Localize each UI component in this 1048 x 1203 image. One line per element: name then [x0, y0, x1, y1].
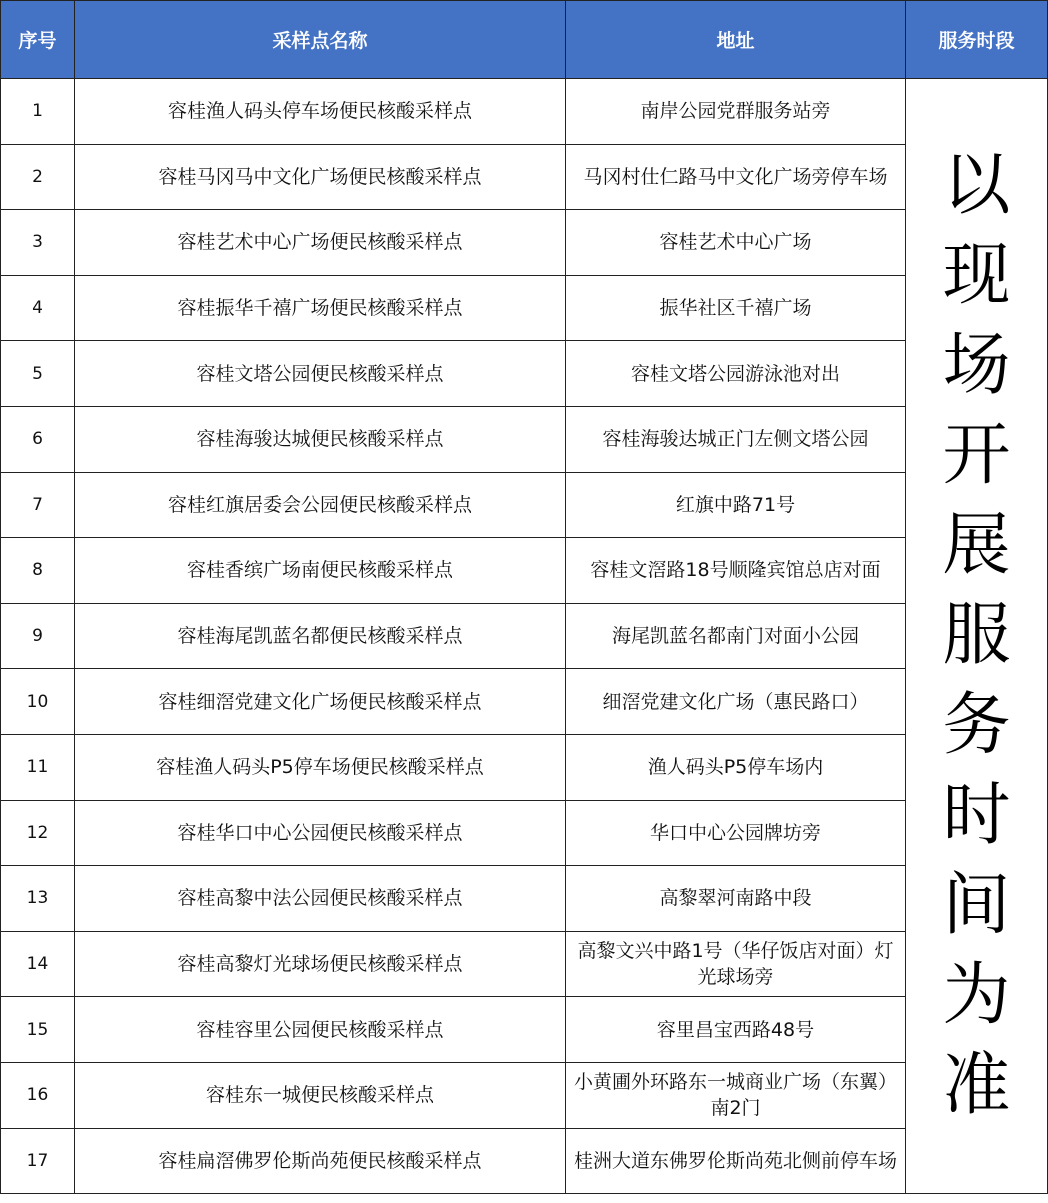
- table-row: [1, 210, 1048, 276]
- sampling-point-name: 容桂渔人码头停车场便民核酸采样点: [75, 79, 566, 145]
- sampling-point-address: 高黎翠河南路中段: [566, 866, 906, 932]
- table-row: [1, 79, 1048, 145]
- header-index: 序号: [1, 1, 75, 79]
- sampling-point-address: 细滘党建文化广场（惠民路口）: [566, 669, 906, 735]
- sampling-point-address: 渔人码头P5停车场内: [566, 734, 906, 800]
- row-index: 7: [1, 472, 75, 538]
- sampling-point-name: 容桂振华千禧广场便民核酸采样点: [75, 275, 566, 341]
- header-service-time: 服务时段: [906, 1, 1048, 79]
- row-index: 15: [1, 997, 75, 1063]
- table-row: [1, 144, 1048, 210]
- sampling-point-address: 容桂文滘路18号顺隆宾馆总店对面: [566, 538, 906, 604]
- row-index: 5: [1, 341, 75, 407]
- row-index: 6: [1, 406, 75, 472]
- sampling-point-name: 容桂艺术中心广场便民核酸采样点: [75, 210, 566, 276]
- sampling-point-name: 容桂文塔公园便民核酸采样点: [75, 341, 566, 407]
- row-index: 9: [1, 603, 75, 669]
- table-row: [1, 538, 1048, 604]
- sampling-point-name: 容桂海尾凯蓝名都便民核酸采样点: [75, 603, 566, 669]
- sampling-point-address: 马冈村仕仁路马中文化广场旁停车场: [566, 144, 906, 210]
- header-address: 地址: [566, 1, 906, 79]
- sampling-point-name: 容桂细滘党建文化广场便民核酸采样点: [75, 669, 566, 735]
- table-row: [1, 997, 1048, 1063]
- sampling-point-name: 容桂高黎中法公园便民核酸采样点: [75, 866, 566, 932]
- row-index: 8: [1, 538, 75, 604]
- sampling-point-address: 容里昌宝西路48号: [566, 997, 906, 1063]
- row-index: 12: [1, 800, 75, 866]
- table-row: [1, 1062, 1048, 1128]
- table-row: [1, 341, 1048, 407]
- table-row: [1, 472, 1048, 538]
- table-row: [1, 931, 1048, 997]
- table-row: [1, 734, 1048, 800]
- header-row: [1, 1, 1048, 79]
- sampling-point-address: 振华社区千禧广场: [566, 275, 906, 341]
- row-index: 13: [1, 866, 75, 932]
- header-name: 采样点名称: [75, 1, 566, 79]
- row-index: 17: [1, 1128, 75, 1194]
- row-index: 4: [1, 275, 75, 341]
- sampling-point-address: 小黄圃外环路东一城商业广场（东翼）南2门: [566, 1062, 906, 1128]
- sampling-point-address: 桂洲大道东佛罗伦斯尚苑北侧前停车场: [566, 1128, 906, 1194]
- table-row: [1, 800, 1048, 866]
- sampling-point-name: 容桂高黎灯光球场便民核酸采样点: [75, 931, 566, 997]
- sampling-point-name: 容桂扁滘佛罗伦斯尚苑便民核酸采样点: [75, 1128, 566, 1194]
- sampling-point-address: 海尾凯蓝名都南门对面小公园: [566, 603, 906, 669]
- table-header: [1, 1, 1048, 79]
- sampling-point-name: 容桂海骏达城便民核酸采样点: [75, 406, 566, 472]
- sampling-point-address: 容桂海骏达城正门左侧文塔公园: [566, 406, 906, 472]
- table-row: [1, 1128, 1048, 1194]
- row-index: 1: [1, 79, 75, 145]
- row-index: 3: [1, 210, 75, 276]
- sampling-point-address: 南岸公园党群服务站旁: [566, 79, 906, 145]
- row-index: 2: [1, 144, 75, 210]
- table-body: [1, 79, 1048, 1194]
- sampling-point-address: 高黎文兴中路1号（华仔饭店对面）灯光球场旁: [566, 931, 906, 997]
- row-index: 16: [1, 1062, 75, 1128]
- table-row: [1, 603, 1048, 669]
- sampling-point-address: 容桂艺术中心广场: [566, 210, 906, 276]
- table-row: [1, 406, 1048, 472]
- sampling-point-address: 华口中心公园牌坊旁: [566, 800, 906, 866]
- service-time-cell: [906, 79, 1048, 1194]
- service-time-text: 以现场开展服务时间为准: [942, 146, 1011, 1126]
- table-row: [1, 669, 1048, 735]
- table-row: [1, 866, 1048, 932]
- sampling-point-name: 容桂渔人码头P5停车场便民核酸采样点: [75, 734, 566, 800]
- sampling-point-name: 容桂容里公园便民核酸采样点: [75, 997, 566, 1063]
- sampling-point-name: 容桂马冈马中文化广场便民核酸采样点: [75, 144, 566, 210]
- row-index: 10: [1, 669, 75, 735]
- sampling-point-name: 容桂红旗居委会公园便民核酸采样点: [75, 472, 566, 538]
- table-row: [1, 275, 1048, 341]
- sampling-point-address: 红旗中路71号: [566, 472, 906, 538]
- sampling-point-name: 容桂华口中心公园便民核酸采样点: [75, 800, 566, 866]
- sampling-point-address: 容桂文塔公园游泳池对出: [566, 341, 906, 407]
- row-index: 11: [1, 734, 75, 800]
- sampling-point-name: 容桂香缤广场南便民核酸采样点: [75, 538, 566, 604]
- sampling-point-name: 容桂东一城便民核酸采样点: [75, 1062, 566, 1128]
- row-index: 14: [1, 931, 75, 997]
